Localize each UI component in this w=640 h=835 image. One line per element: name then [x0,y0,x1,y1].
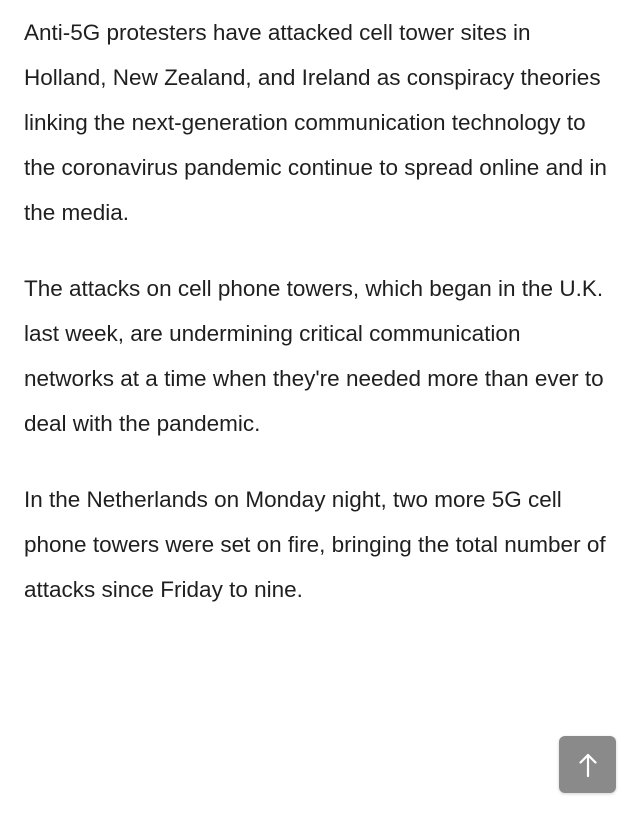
article-paragraph: The attacks on cell phone towers, which began in the U.K. last week, are undermining critical communication networks at a time when they're needed more than ever to deal with the pandemic. [24,276,604,436]
scroll-to-top-button[interactable] [559,736,616,793]
arrow-up-icon [575,750,601,780]
article-paragraph: Anti-5G protesters have attacked cell tower sites in Holland, New Zealand, and Ireland as conspiracy theories linking the next-generation communication technology to the coronavirus pandemic continue to spread online and in the media. [24,20,607,225]
article-paragraph: In the Netherlands on Monday night, two more 5G cell phone towers were set on fire, bringing the total number of attacks since Friday to nine. [24,487,606,602]
